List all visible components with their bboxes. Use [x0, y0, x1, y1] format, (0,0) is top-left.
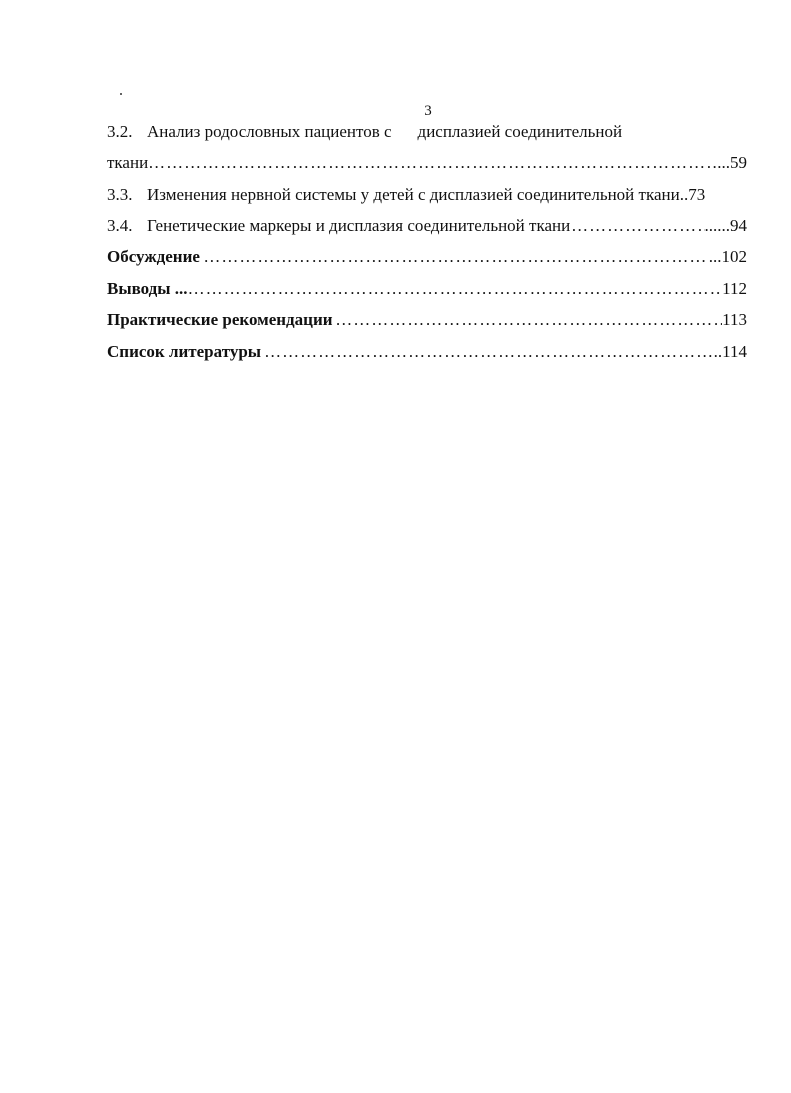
toc-entry-page: ..114 [713, 342, 747, 361]
toc-entry-title: Выводы ... [107, 279, 188, 298]
dot-leader [203, 247, 708, 267]
toc-entry-3-3 [107, 185, 747, 207]
toc-entry-page: ......94 [704, 216, 747, 235]
toc-entry-number: 3.2. [107, 122, 133, 141]
toc-entry-page: 112 [722, 279, 747, 298]
toc-entry-conclusions [107, 279, 747, 301]
toc-entry-title: Обсуждение [107, 247, 200, 266]
toc-entry-title: Список литературы [107, 342, 262, 361]
dot-leader [571, 216, 704, 236]
toc-entry-3-4 [107, 216, 747, 238]
toc-entry-title-wrap: ткани [107, 153, 149, 172]
toc-entry-3-2 [107, 122, 747, 144]
toc-entry-title: Анализ родословных пациентов с [147, 122, 392, 141]
toc-entry-title: Практические рекомендации [107, 310, 333, 329]
toc-entry-number: 3.3. [107, 185, 133, 204]
toc-entry-page: 113 [722, 310, 747, 329]
toc-entry-references [107, 342, 747, 364]
toc-entry-title-continued: дисплазией соединительной [417, 122, 623, 141]
toc-entry-title: Изменения нервной системы у детей с дисплазией соединительной ткани [147, 185, 680, 204]
dot-leader [188, 279, 723, 299]
toc-entry-3-2-continuation [107, 153, 747, 175]
dot-leader [148, 153, 717, 173]
toc-entry-number: 3.4. [107, 216, 133, 235]
toc-entry-page: ...102 [708, 247, 747, 266]
toc-entry-page: ...59 [717, 153, 747, 172]
dot-leader [335, 310, 722, 330]
toc-entry-title: Генетические маркеры и дисплазия соединительной ткани [147, 216, 571, 235]
dot-leader [264, 342, 713, 362]
toc-entry-page: ..73 [679, 185, 706, 204]
toc-entry-discussion [107, 247, 747, 269]
page-number: 3 [424, 103, 432, 119]
toc-entry-recommendations [107, 310, 747, 332]
scan-speck [120, 93, 122, 95]
